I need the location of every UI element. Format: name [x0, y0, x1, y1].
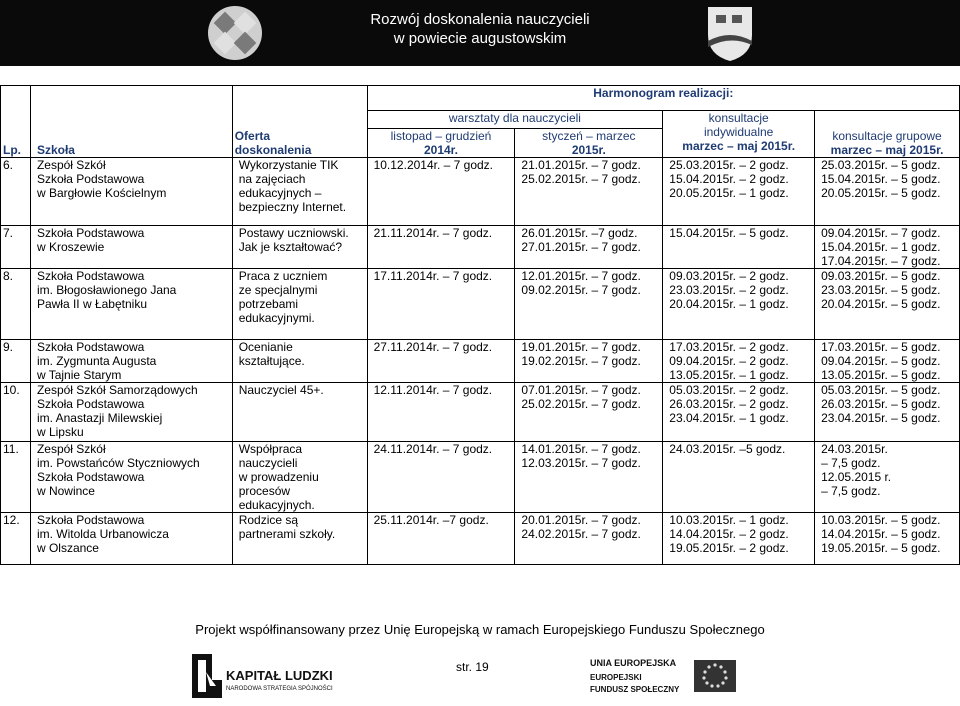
- row-konsultacje-ind-line: 09.03.2015r. – 2 godz.: [669, 269, 789, 283]
- row-school-line: Szkoła Podstawowa: [36, 397, 145, 411]
- row-konsultacje-gr: [815, 513, 960, 565]
- row-styczen-line: 19.01.2015r. – 7 godz.: [521, 340, 641, 354]
- row-oferta-line: partnerami szkoły.: [238, 527, 336, 541]
- row-school-line: im. Powstańców Styczniowych: [36, 456, 200, 470]
- harmonogram-header: Harmonogram realizacji:: [367, 86, 959, 111]
- row-listopad-line: 21.11.2014r. – 7 godz.: [373, 226, 493, 240]
- row-konsultacje-ind-line: 25.03.2015r. – 2 godz.: [669, 158, 789, 172]
- row-styczen-line: 24.02.2015r. – 7 godz.: [521, 527, 641, 541]
- row-konsultacje-ind-line: 10.03.2015r. – 1 godz.: [669, 513, 789, 527]
- row-oferta-line: bezpieczny Internet.: [238, 200, 347, 214]
- table-row: [1, 269, 960, 340]
- row-konsultacje-ind: [663, 442, 815, 513]
- row-oferta-line: Jak je kształtować?: [238, 240, 343, 254]
- row-school: [30, 269, 232, 340]
- row-lp: 12.: [1, 513, 31, 565]
- row-styczen: [515, 383, 663, 442]
- table-row: [1, 226, 960, 269]
- header-title-line2: w powiecie augustowskim: [393, 30, 567, 47]
- row-school-line: w Lipsku: [36, 425, 84, 439]
- row-konsultacje-ind-line: 24.03.2015r. –5 godz.: [669, 442, 786, 456]
- row-konsultacje-ind-line: 19.05.2015r. – 2 godz.: [669, 541, 789, 555]
- row-konsultacje-gr-line: 26.03.2015r. – 5 godz.: [821, 397, 941, 411]
- row-school-line: w Tajnie Starym: [36, 368, 122, 382]
- eu-logo-icon: [590, 652, 740, 702]
- row-styczen-line: 25.02.2015r. – 7 godz.: [521, 172, 641, 186]
- row-konsultacje-ind: [663, 158, 815, 226]
- col-lp-header: Lp.: [1, 86, 31, 158]
- col-oferta-line1: Oferta: [234, 129, 271, 143]
- row-styczen: [515, 513, 663, 565]
- row-oferta: [232, 226, 367, 269]
- styczen-line2: 2015r.: [571, 143, 606, 157]
- row-school-line: Szkoła Podstawowa: [36, 513, 145, 527]
- row-oferta-line: Postawy uczniowski.: [238, 226, 349, 240]
- ue-line3: FUNDUSZ SPOŁECZNY: [590, 685, 680, 694]
- col-szkola-header: Szkoła: [30, 86, 232, 158]
- row-school-line: w Bargłowie Kościelnym: [36, 186, 167, 200]
- schedule-rows: [1, 158, 960, 565]
- row-konsultacje-ind-line: 17.03.2015r. – 2 godz.: [669, 340, 789, 354]
- row-oferta-line: potrzebami: [238, 297, 299, 311]
- row-konsultacje-gr-line: 20.04.2015r. – 5 godz.: [821, 297, 941, 311]
- table-row: [1, 442, 960, 513]
- ue-line1: UNIA EUROPEJSKA: [590, 658, 677, 668]
- row-oferta-line: Współpraca: [238, 442, 303, 456]
- row-lp: 10.: [1, 383, 31, 442]
- row-school: [30, 442, 232, 513]
- row-listopad-line: 24.11.2014r. – 7 godz.: [373, 442, 493, 456]
- project-logo-icon: [205, 3, 265, 63]
- row-oferta-line: Praca z uczniem: [238, 269, 328, 283]
- county-coat-of-arms-icon: [700, 3, 760, 63]
- row-styczen-line: 25.02.2015r. – 7 godz.: [521, 397, 641, 411]
- styczen-header: [515, 129, 663, 158]
- row-listopad: [367, 269, 515, 340]
- row-oferta-line: Rodzice są: [238, 513, 299, 527]
- row-konsultacje-gr-line: 25.03.2015r. – 5 godz.: [821, 158, 941, 172]
- row-styczen-line: 14.01.2015r. – 7 godz.: [521, 442, 641, 456]
- row-konsultacje-gr-line: 05.03.2015r. – 5 godz.: [821, 383, 941, 397]
- row-konsultacje-gr-line: – 7,5 godz.: [821, 484, 881, 498]
- table-row: [1, 513, 960, 565]
- listopad-header: [367, 129, 515, 158]
- konsultacje-ind-header: [663, 111, 815, 158]
- row-konsultacje-ind-line: 23.03.2015r. – 2 godz.: [669, 283, 789, 297]
- row-konsultacje-ind-line: 13.05.2015r. – 1 godz.: [669, 368, 789, 382]
- table-row: [1, 383, 960, 442]
- row-listopad: [367, 383, 515, 442]
- row-konsultacje-gr-line: 23.04.2015r. – 5 godz.: [821, 411, 941, 425]
- row-oferta-line: edukacyjnych –: [238, 186, 322, 200]
- row-konsultacje-gr: [815, 269, 960, 340]
- row-school: [30, 340, 232, 383]
- row-school-line: im. Zygmunta Augusta: [36, 354, 157, 368]
- listopad-line2: 2014r.: [423, 143, 459, 157]
- row-konsultacje-gr-line: 15.04.2015r. – 1 godz.: [821, 240, 941, 254]
- row-konsultacje-gr-line: 17.03.2015r. – 5 godz.: [821, 340, 941, 354]
- row-konsultacje-gr-line: 19.05.2015r. – 5 godz.: [821, 541, 941, 555]
- row-lp: 7.: [1, 226, 31, 269]
- row-konsultacje-ind-line: 14.04.2015r. – 2 godz.: [669, 527, 789, 541]
- row-oferta: [232, 442, 367, 513]
- row-oferta-line: Nauczyciel 45+.: [238, 383, 324, 397]
- row-oferta-line: edukacyjnych.: [238, 498, 315, 512]
- row-konsultacje-ind: [663, 513, 815, 565]
- row-listopad-line: 10.12.2014r. – 7 godz.: [373, 158, 494, 172]
- row-styczen-line: 12.03.2015r. – 7 godz.: [521, 456, 641, 470]
- row-oferta: [232, 340, 367, 383]
- row-school-line: Szkoła Podstawowa: [36, 226, 145, 240]
- row-oferta-line: ze specjalnymi: [238, 283, 318, 297]
- row-konsultacje-ind: [663, 340, 815, 383]
- row-oferta-line: Wykorzystanie TIK: [238, 158, 339, 172]
- row-school-line: Zespół Szkół Samorządowych: [36, 383, 198, 397]
- row-oferta: [232, 383, 367, 442]
- konsultacje-ind-line1: konsultacje: [708, 111, 769, 125]
- row-styczen: [515, 226, 663, 269]
- ue-line2: EUROPEJSKI: [590, 673, 642, 682]
- row-konsultacje-gr: [815, 383, 960, 442]
- row-oferta-line: kształtujące.: [238, 354, 305, 368]
- schedule-table: [0, 85, 960, 565]
- row-oferta-line: Ocenianie: [238, 340, 293, 354]
- row-school-line: w Olszance: [36, 541, 99, 555]
- row-styczen-line: 09.02.2015r. – 7 godz.: [521, 283, 641, 297]
- row-styczen-line: 19.02.2015r. – 7 godz.: [521, 354, 641, 368]
- row-styczen: [515, 158, 663, 226]
- row-konsultacje-ind-line: 15.04.2015r. – 2 godz.: [669, 172, 789, 186]
- row-school-line: Zespół Szkół: [36, 442, 106, 456]
- row-konsultacje-gr-line: 23.03.2015r. – 5 godz.: [821, 283, 941, 297]
- row-konsultacje-gr-line: – 7,5 godz.: [821, 456, 881, 470]
- row-konsultacje-ind: [663, 226, 815, 269]
- table-row: [1, 158, 960, 226]
- kl-line1: KAPITAŁ LUDZKI: [226, 668, 333, 683]
- row-konsultacje-ind: [663, 269, 815, 340]
- listopad-line1: listopad – grudzień: [390, 129, 492, 143]
- row-konsultacje-gr: [815, 340, 960, 383]
- row-school: [30, 158, 232, 226]
- row-school-line: w Nowince: [36, 484, 95, 498]
- row-school: [30, 226, 232, 269]
- row-listopad: [367, 226, 515, 269]
- row-styczen-line: 20.01.2015r. – 7 godz.: [521, 513, 641, 527]
- row-school-line: Pawła II w Łabętniku: [36, 297, 147, 311]
- row-lp: 9.: [1, 340, 31, 383]
- row-konsultacje-gr: [815, 226, 960, 269]
- row-lp: 6.: [1, 158, 31, 226]
- row-school-line: im. Anastazji Milewskiej: [36, 411, 163, 425]
- row-oferta-line: w prowadzeniu: [238, 470, 319, 484]
- row-konsultacje-ind-line: 05.03.2015r. – 2 godz.: [669, 383, 789, 397]
- row-konsultacje-gr-line: 10.03.2015r. – 5 godz.: [821, 513, 941, 527]
- row-oferta: [232, 158, 367, 226]
- row-konsultacje-gr-line: 09.03.2015r. – 5 godz.: [821, 269, 941, 283]
- row-konsultacje-ind-line: 15.04.2015r. – 5 godz.: [669, 226, 789, 240]
- row-konsultacje-gr-line: 12.05.2015 r.: [821, 470, 892, 484]
- row-school-line: Szkoła Podstawowa: [36, 340, 145, 354]
- row-oferta-line: procesów: [238, 484, 291, 498]
- row-listopad-line: 25.11.2014r. –7 godz.: [373, 513, 489, 527]
- row-konsultacje-gr: [815, 442, 960, 513]
- row-lp: 8.: [1, 269, 31, 340]
- row-oferta-line: nauczycieli: [238, 456, 298, 470]
- row-oferta: [232, 269, 367, 340]
- row-konsultacje-gr-line: 09.04.2015r. – 5 godz.: [821, 354, 941, 368]
- row-school: [30, 513, 232, 565]
- row-konsultacje-gr-line: 24.03.2015r.: [821, 442, 888, 456]
- row-listopad-line: 27.11.2014r. – 7 godz.: [373, 340, 493, 354]
- row-konsultacje-ind-line: 23.04.2015r. – 1 godz.: [669, 411, 789, 425]
- styczen-line1: styczeń – marzec: [542, 129, 636, 143]
- row-konsultacje-gr-line: 17.04.2015r. – 7 godz.: [821, 254, 941, 268]
- row-oferta-line: edukacyjnymi.: [238, 311, 315, 325]
- row-styczen: [515, 269, 663, 340]
- konsultacje-gr-line1: konsultacje grupowe: [832, 129, 942, 143]
- row-listopad: [367, 442, 515, 513]
- row-styczen-line: 27.01.2015r. – 7 godz.: [521, 240, 641, 254]
- row-listopad: [367, 513, 515, 565]
- konsultacje-gr-line2: marzec – maj 2015r.: [830, 143, 944, 157]
- row-oferta-line: na zajęciach: [238, 172, 306, 186]
- row-school-line: Szkoła Podstawowa: [36, 470, 145, 484]
- row-konsultacje-gr: [815, 158, 960, 226]
- konsultacje-ind-line3: marzec – maj 2015r.: [682, 139, 796, 153]
- table-row: [1, 340, 960, 383]
- row-school-line: Szkoła Podstawowa: [36, 269, 145, 283]
- row-styczen-line: 12.01.2015r. – 7 godz.: [521, 269, 641, 283]
- row-school-line: Zespół Szkół: [36, 158, 106, 172]
- row-styczen: [515, 340, 663, 383]
- page-number: str. 19: [456, 660, 489, 674]
- warsztaty-header: warsztaty dla nauczycieli: [367, 111, 663, 129]
- col-oferta-line2: doskonalenia: [234, 143, 312, 157]
- row-school-line: Szkoła Podstawowa: [36, 172, 145, 186]
- row-listopad-line: 12.11.2014r. – 7 godz.: [373, 383, 493, 397]
- kapital-ludzki-logo-icon: [190, 650, 350, 702]
- row-styczen-line: 26.01.2015r. –7 godz.: [521, 226, 638, 240]
- row-school-line: im. Witolda Urbanowicza: [36, 527, 169, 541]
- row-oferta: [232, 513, 367, 565]
- konsultacje-gr-header: [815, 111, 960, 158]
- row-konsultacje-ind-line: 20.04.2015r. – 1 godz.: [669, 297, 789, 311]
- row-listopad: [367, 340, 515, 383]
- row-konsultacje-ind: [663, 383, 815, 442]
- konsultacje-ind-line2: indywidualne: [703, 125, 774, 139]
- row-listopad: [367, 158, 515, 226]
- col-oferta-header: [232, 86, 367, 158]
- row-konsultacje-gr-line: 20.05.2015r. – 5 godz.: [821, 186, 941, 200]
- row-konsultacje-ind-line: 09.04.2015r. – 2 godz.: [669, 354, 789, 368]
- header-title: [300, 10, 660, 48]
- row-konsultacje-gr-line: 15.04.2015r. – 5 godz.: [821, 172, 941, 186]
- row-styczen: [515, 442, 663, 513]
- header-title-line1: Rozwój doskonalenia nauczycieli: [370, 11, 590, 28]
- row-listopad-line: 17.11.2014r. – 7 godz.: [373, 269, 493, 283]
- row-konsultacje-gr-line: 09.04.2015r. – 7 godz.: [821, 226, 941, 240]
- row-school: [30, 383, 232, 442]
- row-konsultacje-gr-line: 14.04.2015r. – 5 godz.: [821, 527, 941, 541]
- row-konsultacje-ind-line: 26.03.2015r. – 2 godz.: [669, 397, 789, 411]
- project-funding-note: Projekt współfinansowany przez Unię Europejską w ramach Europejskiego Funduszu Społecznego: [195, 622, 765, 637]
- row-school-line: im. Błogosławionego Jana: [36, 283, 177, 297]
- row-konsultacje-gr-line: 13.05.2015r. – 5 godz.: [821, 368, 941, 382]
- row-styczen-line: 21.01.2015r. – 7 godz.: [521, 158, 641, 172]
- page-header: [0, 0, 960, 66]
- row-konsultacje-ind-line: 20.05.2015r. – 1 godz.: [669, 186, 789, 200]
- row-styczen-line: 07.01.2015r. – 7 godz.: [521, 383, 641, 397]
- kl-line2: NARODOWA STRATEGIA SPÓJNOŚCI: [226, 686, 333, 692]
- row-school-line: w Kroszewie: [36, 240, 105, 254]
- row-lp: 11.: [1, 442, 31, 513]
